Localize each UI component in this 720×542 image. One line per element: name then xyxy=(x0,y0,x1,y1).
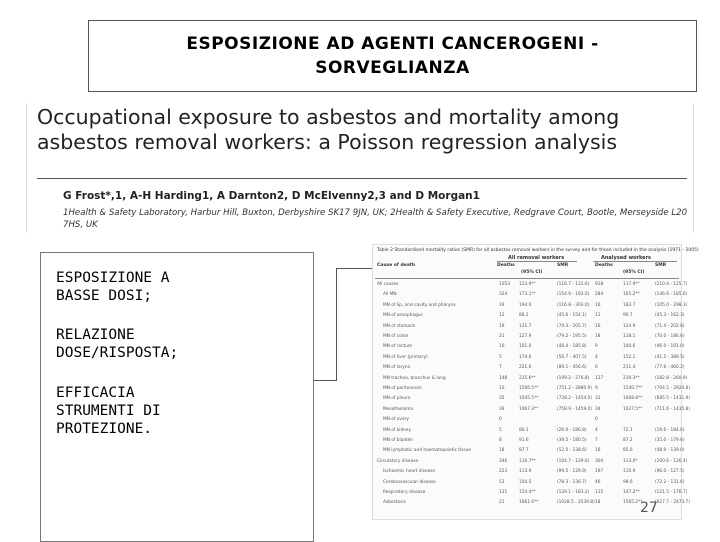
table-cell: MN of kidney xyxy=(383,427,412,433)
table-cell: 131.7 xyxy=(519,323,532,329)
table-column-header: Deaths xyxy=(497,263,515,268)
table-cell: 235.6** xyxy=(519,375,536,381)
table-cell: 18 xyxy=(595,334,601,339)
table-cell: (46.0 - 191.0) xyxy=(655,344,685,350)
table-cell: (704.5 - 2924.8) xyxy=(655,386,690,391)
table-column-header: SMR xyxy=(655,263,667,268)
table-cell: 1045.5** xyxy=(519,396,539,402)
table-cell: (129.1 - 183.2) xyxy=(557,490,590,495)
table-row xyxy=(373,447,683,456)
table-cell: 1008.8** xyxy=(623,396,643,402)
table-cell: MN lymphatic and haematopoietic tissue xyxy=(383,448,472,454)
table-cell: 19 xyxy=(499,323,505,329)
table-cell: (48.9 - 139.0) xyxy=(655,448,685,454)
table-row xyxy=(373,323,683,332)
table-cell: 46 xyxy=(595,479,601,485)
table-cell: 87.2 xyxy=(623,438,633,443)
table-cell: 1565.2** xyxy=(623,500,643,506)
table-cell: MN of colon xyxy=(383,334,409,339)
table-cell: 284 xyxy=(595,292,604,298)
table-cell: MN of stomach xyxy=(383,323,416,329)
table-cell: MN of larynx xyxy=(383,365,411,371)
table-cell: 4 xyxy=(595,427,598,433)
table-cell: 324 xyxy=(499,292,508,298)
table-cell: 16 xyxy=(595,448,601,454)
table-cell: 10 xyxy=(499,344,505,350)
table-cell: (79.2 - 195.5) xyxy=(557,334,587,339)
table-cell: (121.5 - 176.7) xyxy=(655,490,688,495)
table-cell: (71.4 - 202.8) xyxy=(655,323,685,329)
table-row xyxy=(373,468,683,477)
table-cell: 18 xyxy=(595,500,601,506)
table-cell: (41.5 - 389.5) xyxy=(655,354,685,360)
slide-title-line2: SORVEGLIANZA xyxy=(315,58,470,78)
table-cell: 1566.5** xyxy=(519,386,539,391)
table-cell: (48.4 - 185.8) xyxy=(557,344,587,350)
table-cell: 110.9 xyxy=(623,469,636,475)
table-cell: 1067.3** xyxy=(519,406,539,412)
table-row xyxy=(373,458,688,467)
bullet-item-low-doses: ESPOSIZIONE A BASSE DOSI; xyxy=(56,270,170,304)
table-row xyxy=(373,489,688,498)
page-number: 27 xyxy=(640,500,658,516)
table-cell: 11 xyxy=(595,313,601,319)
table-cell: All MN xyxy=(383,292,397,298)
table-group-header-analysed: Analysed workers xyxy=(601,255,652,261)
table-cell: (182.8 - 260.9) xyxy=(655,375,688,381)
table-cell: (728.2 - 1454.0) xyxy=(557,396,592,402)
table-column-header: SMR xyxy=(557,263,569,268)
table-cell: 147.2** xyxy=(623,490,640,495)
table-cell: (99.5 - 129.9) xyxy=(557,469,587,475)
table-cell: MN trachea, bronchus & lung xyxy=(383,375,446,381)
table-cell: (116.7 - 131.6) xyxy=(557,282,590,287)
table-cell: 8 xyxy=(499,438,502,443)
table-cell: (52.0 - 138.6) xyxy=(557,448,587,454)
connector-line xyxy=(336,268,337,381)
table-row xyxy=(373,427,683,436)
table-cell: 53 xyxy=(499,479,505,485)
paper-affiliations: 1Health & Safety Laboratory, Harbur Hill, Buxton, Derbyshire SK17 9JN, UK; 2Health & Safety Executive, Redgrave Court, Bootle, Merseyside L20 7HS, UK xyxy=(63,208,688,230)
table-cell: (45.3 - 162.3) xyxy=(655,313,685,319)
table-rule xyxy=(593,261,677,262)
table-cell: 197 xyxy=(595,469,604,475)
table-rule xyxy=(497,261,577,262)
table-row xyxy=(373,333,683,342)
table-cell: MN of pleura xyxy=(383,396,411,402)
table-cell: 21 xyxy=(499,500,505,506)
table-cell: 118.1 xyxy=(623,334,636,339)
table-cell: (1028.5 - 2539.8) xyxy=(557,500,595,506)
table-cell: 0 xyxy=(595,417,598,423)
table-column-header: Deaths xyxy=(595,263,613,268)
table-cell: (89.1 - 456.6) xyxy=(557,365,587,371)
table-cell: 16 xyxy=(595,323,601,329)
table-caption: Table 2 Standardised mortality ratios (SMR) for all asbestos removal workers in the survey and for those included in the analysis (1971 - 2005) xyxy=(377,248,699,253)
table-cell: 87.7 xyxy=(519,448,529,454)
table-cell: 131 xyxy=(499,490,508,495)
paper-divider xyxy=(37,178,687,179)
table-cell: (100.6 - 126.4) xyxy=(655,458,688,464)
table-cell: 6 xyxy=(595,365,598,371)
table-cell: 165.2** xyxy=(623,292,640,298)
bullet-item-protection: EFFICACIA STRUMENTI DI PROTEZIONE. xyxy=(56,385,161,437)
table-row xyxy=(373,302,688,311)
table-cell: 346 xyxy=(499,458,508,464)
table-cell: (927.7 - 2473.7) xyxy=(655,500,690,506)
table-cell: (685.5 - 1431.9) xyxy=(655,396,690,402)
table-cell: 7 xyxy=(595,438,598,443)
table-cell: (45.6 - 154.1) xyxy=(557,313,587,319)
table-row xyxy=(373,437,683,446)
table-cell: 304 xyxy=(595,458,604,464)
table-cell: (77.6 - 460.2) xyxy=(655,365,685,371)
table-cell: (104.7 - 129.6) xyxy=(557,458,590,464)
table-cell: 18 xyxy=(499,448,505,454)
table-cell: 21 xyxy=(499,334,505,339)
table-cell: (78.3 - 136.7) xyxy=(557,479,587,485)
table-cell: (70.0 - 186.6) xyxy=(655,334,685,339)
table-row xyxy=(373,343,683,352)
table-cell: 72.1 xyxy=(623,427,633,433)
table-cell: 124.9 xyxy=(623,323,636,329)
slide-title-line1: ESPOSIZIONE AD AGENTI CANCEROGENI - xyxy=(186,34,599,54)
table-cell: 183.7 xyxy=(623,302,636,308)
table-column-header: (95% CI) xyxy=(623,270,645,275)
table-row xyxy=(373,364,683,373)
table-row xyxy=(373,385,690,394)
table-cell: 152.1 xyxy=(623,354,636,360)
table-cell: 104.5 xyxy=(519,479,532,485)
table-cell: 5 xyxy=(499,354,502,360)
table-cell: 85.6 xyxy=(623,448,633,454)
table-cell: 174.6 xyxy=(519,354,532,360)
table-cell: 5 xyxy=(499,427,502,433)
table-cell: MN of peritoneum xyxy=(383,386,422,391)
table-cell: (110.4 - 125.7) xyxy=(655,282,688,287)
table-row xyxy=(373,499,690,508)
table-cell: (105.0 - 298.3) xyxy=(655,302,688,308)
table-row xyxy=(373,354,683,363)
table-cell: 4 xyxy=(595,354,598,360)
table-cell: (19.6 - 184.6) xyxy=(655,427,685,433)
table-cell: Respiratory disease xyxy=(383,490,426,495)
connector-line xyxy=(314,380,336,381)
table-cell: (199.2 - 276.8) xyxy=(557,375,590,381)
table-row xyxy=(373,395,690,404)
table-cell: 31 xyxy=(595,396,601,402)
table-cell: 35 xyxy=(499,396,505,402)
table-row xyxy=(373,312,683,321)
table-cell: 154.4** xyxy=(519,490,536,495)
table-cell: MN of ovary xyxy=(383,417,409,423)
table-cell: Ischaemic heart disease xyxy=(383,469,436,475)
table-cell: 101.0 xyxy=(519,344,532,350)
table-row xyxy=(373,416,683,425)
table-cell: MN of oesophagus xyxy=(383,313,423,319)
table-cell: (56.7 - 407.5) xyxy=(557,354,587,360)
table-cell: MN of lip, oral cavity and pharynx xyxy=(383,302,456,308)
table-cell: 88.2 xyxy=(519,313,529,319)
table-cell: (711.6 - 1435.8) xyxy=(655,406,690,412)
table-row xyxy=(373,406,690,415)
table-column-header: (95% CI) xyxy=(521,270,543,275)
slide-title-box xyxy=(88,20,697,92)
table-cell: Cerebrovascular disease xyxy=(383,479,436,485)
table-cell: 211.4 xyxy=(623,365,636,371)
bullet-item-dose-response: RELAZIONE DOSE/RISPOSTA; xyxy=(56,327,179,361)
table-rule xyxy=(375,278,679,279)
table-cell: 223 xyxy=(499,469,508,475)
table-row xyxy=(373,281,688,290)
table-cell: 10 xyxy=(499,386,505,391)
table-cell: 123.9** xyxy=(519,282,536,287)
table-cell: Circulatory disease xyxy=(377,458,419,464)
paper-authors: G Frost*,1, A-H Harding1, A Darnton2, D McElvenny2,3 and D Morgan1 xyxy=(63,190,480,202)
table-group-header-all: All removal workers xyxy=(508,255,565,261)
table-cell: 113.0* xyxy=(623,458,638,464)
table-row xyxy=(373,375,688,384)
table-cell: 98.6 xyxy=(623,479,633,485)
table-cell: 39 xyxy=(499,406,505,412)
table-cell: MN of bladder xyxy=(383,438,414,443)
table-cell: All causes xyxy=(377,282,399,287)
table-cell: 194.0 xyxy=(519,302,532,308)
table-cell: (39.5 - 180.5) xyxy=(557,438,587,443)
table-row xyxy=(373,479,683,488)
table-cell: 7 xyxy=(499,365,502,371)
table-column-header: Cause of death xyxy=(377,263,416,268)
table-cell: 127.9 xyxy=(519,334,532,339)
table-cell: 1027.5** xyxy=(623,406,643,412)
table-cell: 80.1 xyxy=(519,427,529,433)
table-cell: (758.9 - 1459.0) xyxy=(557,406,592,412)
table-cell: Mesothelioma xyxy=(383,406,414,412)
table-cell: 16 xyxy=(595,302,601,308)
table-cell: 34 xyxy=(595,406,601,412)
paper-header-image xyxy=(26,103,694,233)
table-cell: 127 xyxy=(595,375,604,381)
table-cell: 116.7** xyxy=(519,458,536,464)
table-cell: (154.9 - 193.0) xyxy=(557,292,590,298)
table-cell: 0 xyxy=(499,417,502,423)
table-cell: 219.3** xyxy=(623,375,640,381)
smr-table-image xyxy=(372,244,699,520)
table-cell: (96.0 - 127.5) xyxy=(655,469,685,475)
table-cell: (72.2 - 131.6) xyxy=(655,479,685,485)
table-cell: Asbestosis xyxy=(383,500,406,506)
table-cell: 1661.6** xyxy=(519,500,539,506)
table-cell: 100.6 xyxy=(623,344,636,350)
table-cell: 1053 xyxy=(499,282,510,287)
paper-title: Occupational exposure to asbestos and mortality among asbestos removal workers: a Poisson regression analysis xyxy=(37,105,620,154)
table-cell: (751.2 - 2880.9) xyxy=(557,386,592,391)
connector-line xyxy=(336,268,372,269)
table-cell: 1540.7** xyxy=(623,386,643,391)
table-cell: 221.6 xyxy=(519,365,532,371)
table-cell: 90.7 xyxy=(623,313,633,319)
table-cell: (116.8 - 303.0) xyxy=(557,302,590,308)
table-cell: 148 xyxy=(499,375,508,381)
table-cell: 173.1** xyxy=(519,292,536,298)
table-cell: MN of rectum xyxy=(383,344,413,350)
table-cell: 115 xyxy=(595,490,604,495)
table-cell: 113.9 xyxy=(519,469,532,475)
table-cell: 9 xyxy=(595,386,598,391)
table-cell: (79.3 - 205.7) xyxy=(557,323,587,329)
table-cell: (35.0 - 179.6) xyxy=(655,438,685,443)
table-cell: 9 xyxy=(595,344,598,350)
table-cell: 117.9** xyxy=(623,282,640,287)
table-cell: 91.6 xyxy=(519,438,529,443)
table-cell: MN of liver (primary) xyxy=(383,354,428,360)
table-cell: (26.0 - 186.8) xyxy=(557,427,587,433)
table-cell: (146.6 - 185.6) xyxy=(655,292,688,298)
bullet-box xyxy=(40,252,314,542)
table-cell: 918 xyxy=(595,282,604,287)
table-cell: 12 xyxy=(499,313,505,319)
table-cell: 19 xyxy=(499,302,505,308)
table-row xyxy=(373,291,688,300)
